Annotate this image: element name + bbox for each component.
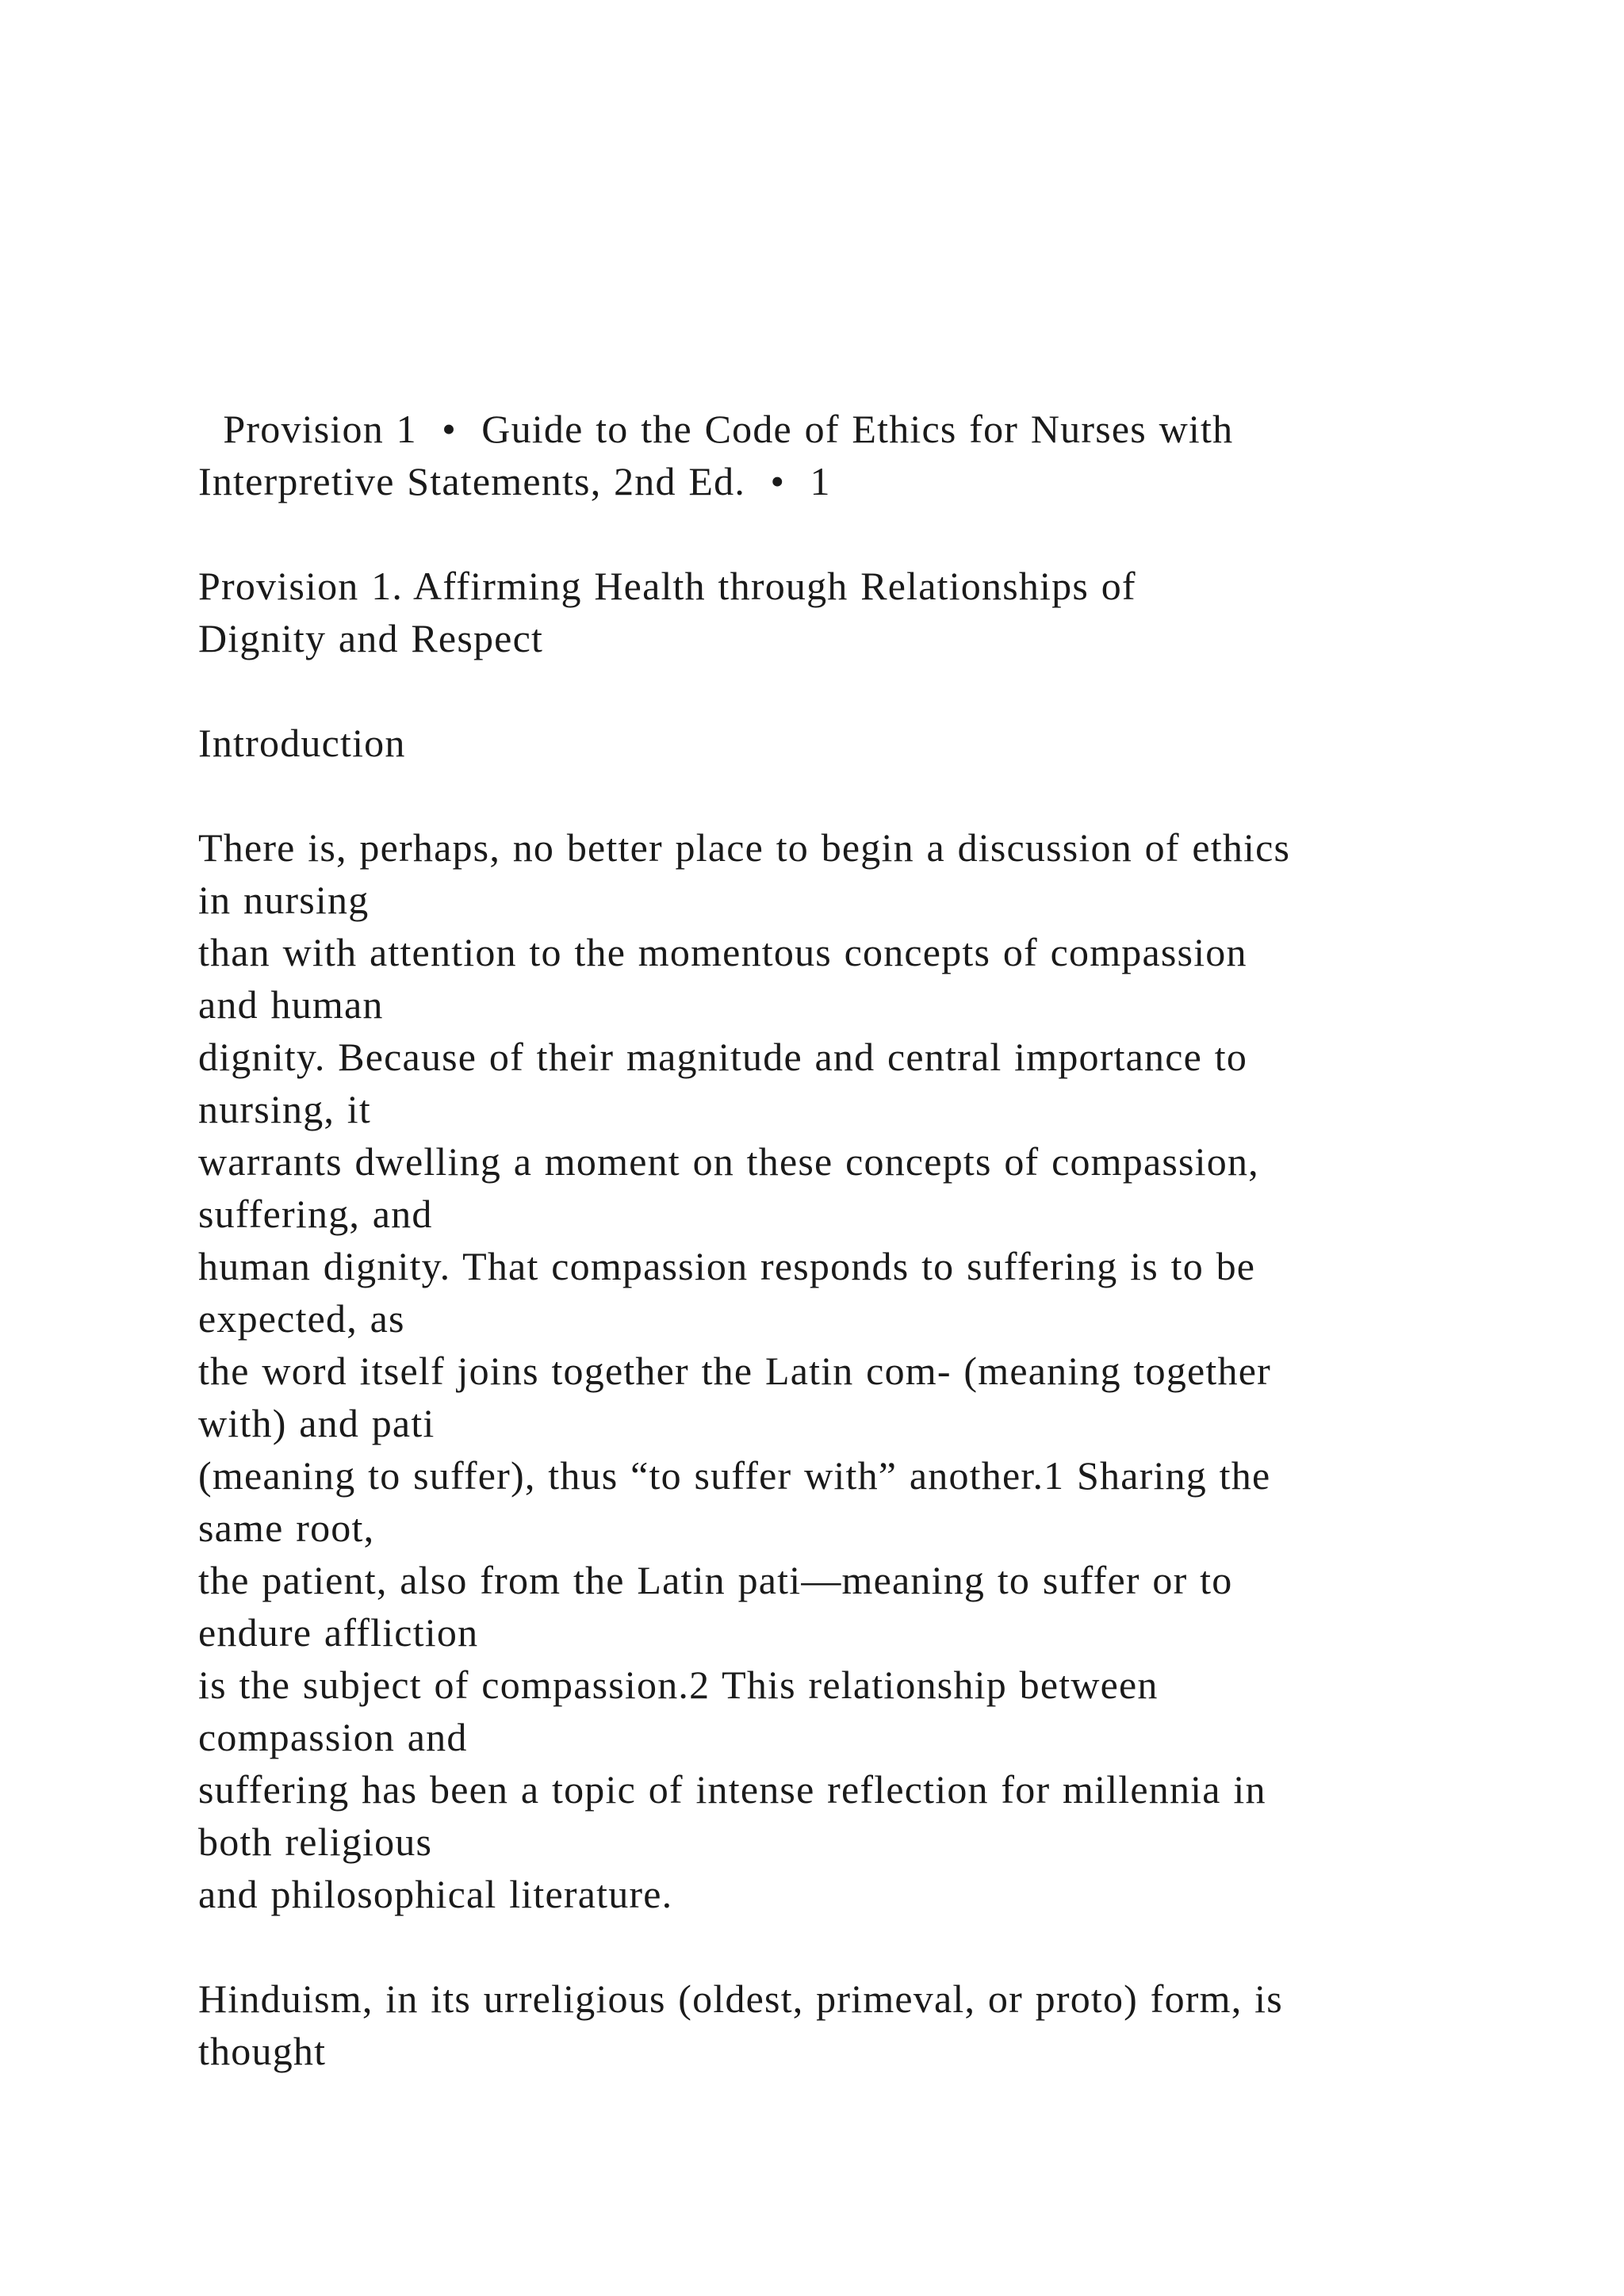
provision-heading-line-2: Dignity and Respect xyxy=(198,616,544,660)
paragraph-line: warrants dwelling a moment on these concepts of compassion, xyxy=(198,1139,1259,1184)
paragraph-line: and human xyxy=(198,982,384,1027)
spacer xyxy=(198,769,1546,821)
paragraph-line: is the subject of compassion.2 This relationship between xyxy=(198,1663,1159,1707)
paragraph-line: suffering has been a topic of intense reflection for millennia in xyxy=(198,1767,1266,1812)
paragraph-line: endure affliction xyxy=(198,1610,479,1655)
running-header-line-2: Interpretive Statements, 2nd Ed. • 1 xyxy=(198,459,831,503)
paragraph-line: expected, as xyxy=(198,1296,405,1341)
paragraph-line: the word itself joins together the Latin com- (meaning together xyxy=(198,1349,1271,1393)
paragraph-line: dignity. Because of their magnitude and central importance to xyxy=(198,1035,1248,1079)
paragraph-introduction xyxy=(198,821,1546,1920)
paragraph-line: Hinduism, in its urreligious (oldest, primeval, or proto) form, is xyxy=(198,1976,1283,2021)
paragraph-line: the patient, also from the Latin pati—meaning to suffer or to xyxy=(198,1558,1233,1602)
document-text xyxy=(198,403,1546,2077)
paragraph-hinduism xyxy=(198,1973,1546,2077)
spacer xyxy=(198,507,1546,560)
paragraph-line: There is, perhaps, no better place to begin a discussion of ethics xyxy=(198,825,1291,870)
paragraph-line: same root, xyxy=(198,1506,375,1550)
paragraph-line: suffering, and xyxy=(198,1192,433,1236)
paragraph-line: human dignity. That compassion responds to suffering is to be xyxy=(198,1244,1256,1288)
paragraph-line: in nursing xyxy=(198,878,370,922)
spacer xyxy=(198,1920,1546,1973)
provision-heading-line-1: Provision 1. Affirming Health through Relationships of xyxy=(198,564,1136,608)
paragraph-line: nursing, it xyxy=(198,1087,371,1131)
paragraph-line: (meaning to suffer), thus “to suffer with” another.1 Sharing the xyxy=(198,1453,1271,1498)
spacer xyxy=(198,664,1546,717)
paragraph-line: thought xyxy=(198,2029,327,2073)
paragraph-line: compassion and xyxy=(198,1715,468,1759)
running-header-line-1: Provision 1 • Guide to the Code of Ethics for Nurses with xyxy=(198,407,1234,451)
paragraph-line: than with attention to the momentous concepts of compassion xyxy=(198,930,1247,974)
section-title: Introduction xyxy=(198,721,406,765)
paragraph-line: both religious xyxy=(198,1820,433,1864)
paragraph-line: with) and pati xyxy=(198,1401,435,1445)
paragraph-line: and philosophical literature. xyxy=(198,1872,673,1916)
